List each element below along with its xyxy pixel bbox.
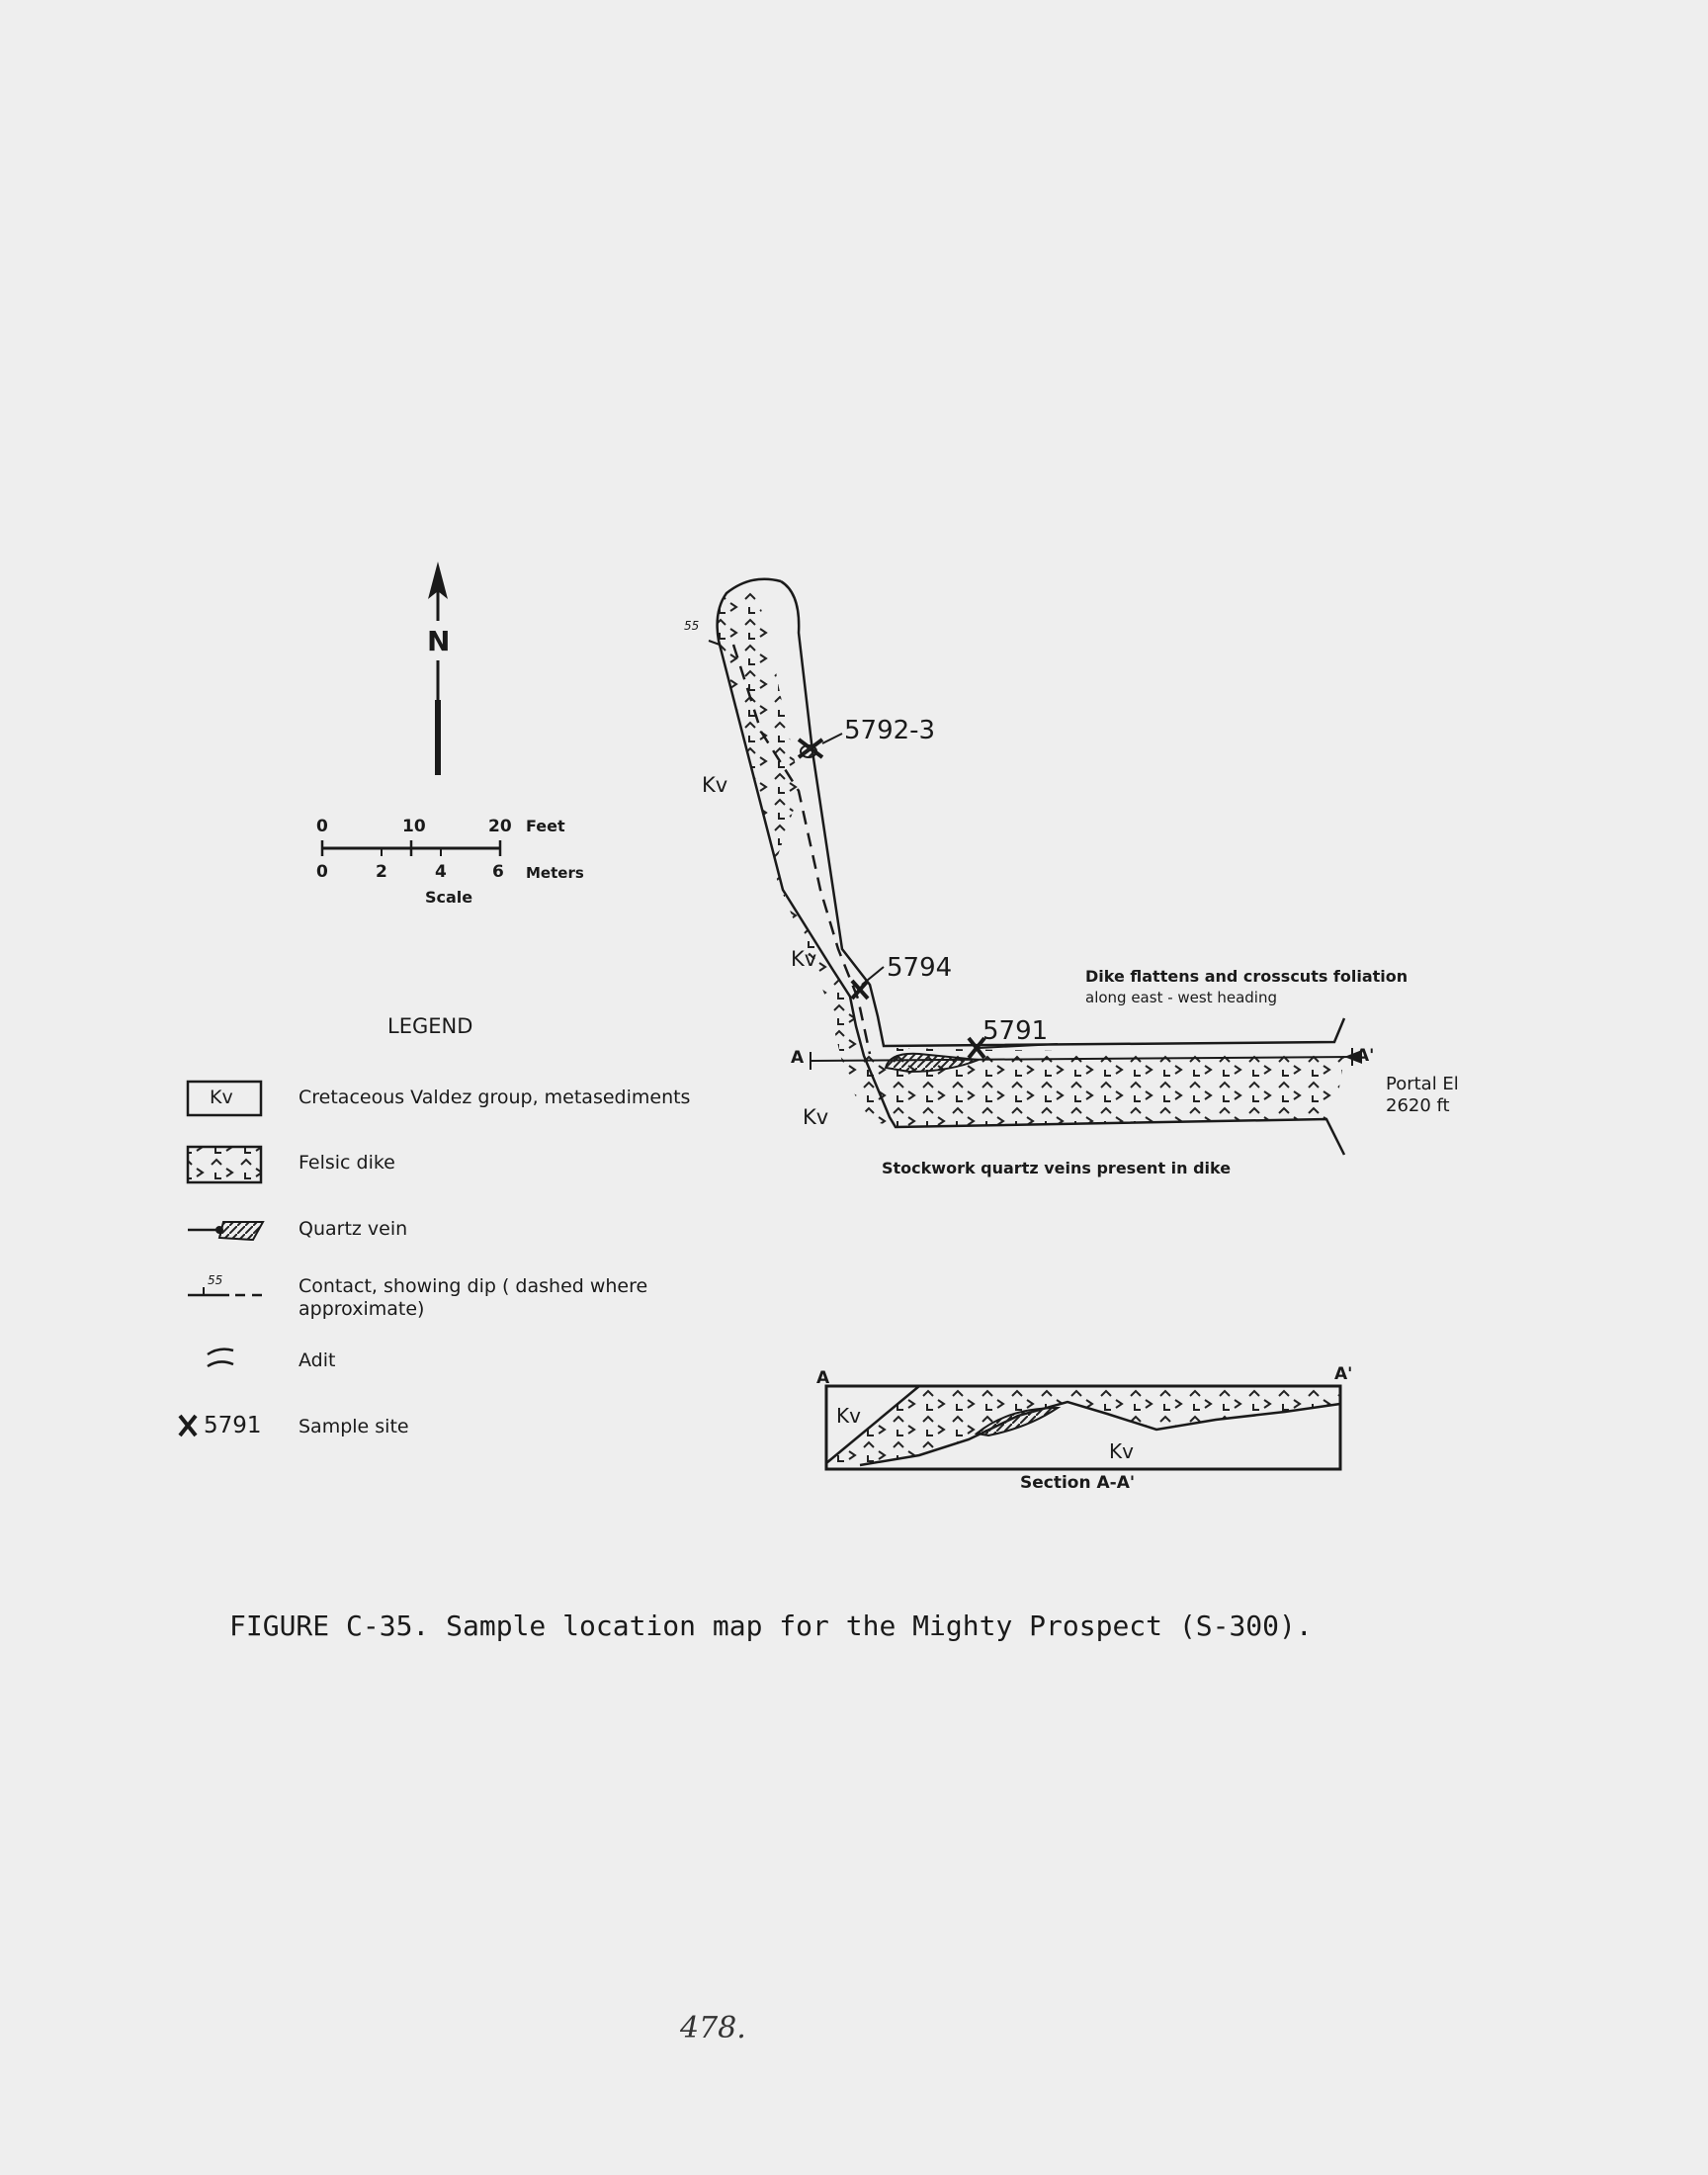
legend-title: LEGEND — [387, 1014, 473, 1038]
scale-feet-tick-10: 10 — [402, 817, 426, 836]
portal-elevation-line-2: 2620 ft — [1386, 1095, 1450, 1116]
legend-adit-label: Adit — [299, 1349, 336, 1371]
section-line-end-label: A' — [1356, 1046, 1375, 1066]
scale-meter-tick-2: 2 — [376, 862, 387, 882]
unit-label-kv-3: Kv — [803, 1105, 829, 1129]
scale-meter-tick-0: 0 — [316, 862, 328, 882]
scale-feet-tick-20: 20 — [488, 817, 512, 836]
section-title: Section A-A' — [1020, 1473, 1136, 1493]
legend-sample-label: Sample site — [299, 1416, 409, 1437]
legend-kv-label: Cretaceous Valdez group, metasediments — [299, 1087, 691, 1108]
geologic-map — [709, 579, 1362, 1155]
legend-sample-number: 5791 — [204, 1413, 262, 1438]
sample-label-5794: 5794 — [887, 953, 953, 983]
legend-kv-symbol: Kv — [210, 1087, 233, 1108]
section-end-label: A' — [1334, 1364, 1353, 1384]
sample-label-5792-3: 5792-3 — [844, 716, 936, 745]
scale-feet-tick-0: 0 — [316, 817, 328, 836]
legend-contact-label-1: Contact, showing dip ( dashed where — [299, 1275, 648, 1297]
legend-quartz-label: Quartz vein — [299, 1218, 408, 1240]
north-arrow — [427, 562, 451, 775]
scale-feet-unit: Feet — [526, 817, 565, 835]
section-line-start-label: A — [791, 1048, 805, 1068]
north-label: N — [427, 625, 451, 657]
legend-icons — [180, 1082, 263, 1436]
felsic-dike-box-icon — [188, 1147, 261, 1182]
sample-label-5791: 5791 — [982, 1016, 1049, 1046]
legend-felsic-label: Felsic dike — [299, 1152, 395, 1174]
note-stockwork: Stockwork quartz veins present in dike — [882, 1159, 1232, 1177]
scale-meter-tick-4: 4 — [435, 862, 447, 882]
scale-label: Scale — [425, 888, 473, 907]
legend-contact-label-2: approximate) — [299, 1298, 425, 1320]
sample-5792-3-marker — [799, 734, 842, 757]
dip-value-label: 55 — [684, 619, 700, 633]
figure-caption: FIGURE C-35. Sample location map for the Mighty Prospect (S-300). — [229, 1610, 1313, 1642]
portal-elevation-line-1: Portal El — [1386, 1074, 1459, 1094]
section-unit-kv-2: Kv — [1109, 1439, 1134, 1463]
section-unit-kv-1: Kv — [836, 1404, 861, 1428]
legend-contact-dip-value: 55 — [208, 1273, 223, 1287]
sample-x-icon — [180, 1416, 196, 1436]
sample-5794-marker — [852, 967, 884, 999]
section-start-label: A — [816, 1368, 830, 1388]
scale-bar — [322, 840, 500, 856]
scale-meter-tick-6: 6 — [492, 862, 504, 882]
quartz-vein-icon — [188, 1222, 263, 1240]
contact-dip-icon — [188, 1287, 263, 1295]
adit-icon — [208, 1349, 233, 1366]
note-dike-flattens-1: Dike flattens and crosscuts foliation — [1085, 967, 1409, 986]
unit-label-kv-1: Kv — [702, 773, 728, 797]
page-number: 478. — [680, 2011, 746, 2045]
cross-section — [826, 1386, 1340, 1469]
scale-meter-unit: Meters — [526, 864, 584, 882]
unit-label-kv-2: Kv — [791, 947, 817, 971]
note-dike-flattens-2: along east - west heading — [1085, 989, 1278, 1006]
